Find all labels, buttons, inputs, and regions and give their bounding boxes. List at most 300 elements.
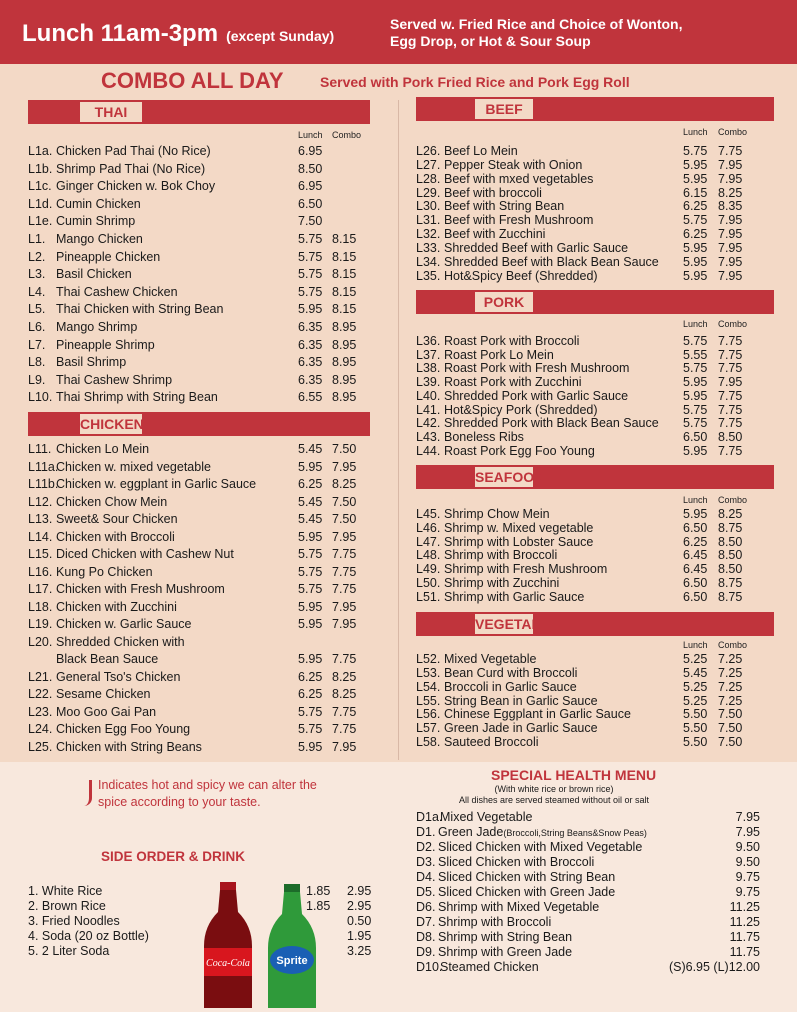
item-lunch-price: 5.75 [298,267,323,282]
item-code: L38. [416,361,441,376]
item-name: Roast Pork Egg Foo Young [444,443,595,458]
item-code: L55. [416,693,441,708]
item-lunch-price: 5.45 [298,442,323,456]
section-header-vegetable [416,612,774,636]
item-combo-price: 8.50 [718,429,743,444]
item-combo-price: 7.95 [332,459,357,474]
health-item-code: D4. [416,870,436,884]
item-combo-price: 7.50 [332,442,357,456]
health-sub-1: (With white rice or brown rice) [494,784,614,794]
item-code: L57. [416,721,441,736]
item-name: Hot&Spicy Pork (Shredded) [444,402,598,417]
item-combo-price: 8.75 [718,576,743,590]
item-code: L39. [416,375,441,390]
item-name: Thai Cashew Shrimp [56,372,173,387]
col-header-lunch: Lunch [683,495,708,505]
health-item-name-text: Shrimp with Broccoli [438,915,552,929]
health-item-name [440,810,532,824]
item-lunch-price: 6.45 [683,548,708,563]
item-lunch-price: 5.50 [683,707,708,722]
item-lunch-price: 5.75 [298,547,323,561]
item-code: L17. [28,582,53,596]
item-name: Pineapple Shrimp [56,337,155,352]
item-code: L1b. [28,161,53,176]
item-lunch-price: 8.50 [298,161,323,176]
item-lunch-price: 5.75 [683,144,708,158]
item-combo-price: 8.95 [332,355,357,370]
item-combo-price: 8.15 [332,249,357,264]
section-bar [416,97,774,121]
menu-item [0,590,797,606]
health-item-name [440,960,539,974]
item-name: Chicken with Zucchini [56,599,177,614]
item-code: L53. [416,665,441,680]
item-lunch-price: 6.50 [298,196,323,211]
col-header-combo: Combo [718,319,748,329]
item-lunch-price: 6.50 [683,429,708,444]
item-combo-price: 7.95 [332,617,357,631]
item-lunch-price: 5.75 [298,582,323,596]
item-combo-price: 8.50 [718,562,743,577]
item-combo-price: 7.95 [718,268,743,283]
item-lunch-price: 5.95 [683,443,708,458]
item-name: Thai Shrimp with String Bean [56,390,218,405]
item-code: L47. [416,534,441,549]
item-code: L28. [416,171,441,186]
item-name: Chicken with Fresh Mushroom [56,582,225,596]
item-code: L10. [28,390,53,405]
item-code: L1e. [28,214,53,229]
health-item-name-text: Green Jade [438,825,504,839]
item-code: L11a. [28,459,59,474]
item-name: Chicken Pad Thai (No Rice) [56,144,211,158]
side-item-name: 4. Soda (20 oz Bottle) [28,929,149,943]
health-item-code: D3. [416,855,436,869]
item-combo-price: 7.95 [718,171,743,186]
item-name: Basil Chicken [56,267,132,282]
item-code: L42. [416,416,441,431]
health-item-price: 11.25 [729,915,760,929]
item-code: L1c. [28,179,52,194]
item-name: Kung Po Chicken [56,564,153,579]
item-name: Shredded Beef with Black Bean Sauce [444,254,659,269]
item-combo-price: 8.50 [718,548,743,563]
item-combo-price: 8.95 [332,372,357,387]
health-menu-subtitle [404,784,704,806]
health-item-name-text: Shrimp with Green Jade [438,945,573,959]
health-menu-item [0,885,797,900]
item-lunch-price: 5.25 [683,679,708,694]
item-code: L41. [416,402,441,417]
side-item-name: 2. Brown Rice [28,899,106,913]
item-code: L49. [416,562,441,577]
menu-item [0,735,797,751]
lunch-hours-text: Lunch 11am-3pm [22,20,219,47]
item-code: L26. [416,144,441,158]
item-combo-price: 7.25 [718,665,743,680]
menu-item [0,269,797,285]
item-name: Roast Pork with Zucchini [444,375,582,390]
item-code: L31. [416,213,441,228]
item-lunch-price: 6.35 [298,372,323,387]
item-combo-price: 8.95 [332,320,357,334]
col-header-lunch: Lunch [683,640,708,650]
health-item-price: 9.75 [735,885,760,899]
item-name: Chicken with Broccoli [56,529,175,544]
item-combo-price: 7.75 [332,564,357,579]
item-name: Cumin Shrimp [56,214,136,229]
item-name: Shrimp Pad Thai (No Rice) [56,161,206,176]
item-code: L7. [28,337,46,352]
item-code: L54. [416,679,441,694]
item-name: Beef Lo Mein [444,144,518,158]
item-code: L13. [28,512,53,526]
item-code: L19. [28,617,53,631]
item-lunch-price: 6.25 [683,534,708,549]
health-item-name-text: Shrimp with Mixed Vegetable [438,900,600,914]
col-header-combo: Combo [718,640,748,650]
item-lunch-price: 5.50 [683,721,708,736]
health-item-code: D5. [416,885,436,899]
item-code: L20. [28,634,53,649]
health-menu-item [0,900,797,915]
item-name: Ginger Chicken w. Bok Choy [56,179,216,194]
item-lunch-price: 5.75 [298,564,323,579]
side-item-large-price: 1.95 [347,929,372,943]
item-name: Beef with broccoli [444,185,542,200]
health-item-price: 11.25 [729,900,760,914]
item-name: Diced Chicken with Cashew Nut [56,547,234,561]
item-name: Basil Shrimp [56,355,127,370]
item-combo-price: 8.15 [332,267,357,282]
item-name: String Bean in Garlic Sauce [444,693,598,708]
item-name: Chicken w. eggplant in Garlic Sauce [56,477,257,491]
item-code: L27. [416,157,441,172]
health-item-price: 11.75 [729,945,760,959]
item-lunch-price: 6.95 [298,179,323,194]
item-lunch-price: 6.35 [298,355,323,370]
item-lunch-price: 6.15 [683,185,708,200]
health-sub-2: All dishes are served steamed without oil or salt [458,795,650,805]
item-lunch-price: 6.35 [298,320,323,334]
item-combo-price: 7.75 [332,722,357,736]
health-item-name [438,885,615,899]
item-lunch-price: 6.35 [298,337,323,352]
item-name: Mango Shrimp [56,320,138,334]
item-lunch-price: 5.95 [683,171,708,186]
health-menu-item [0,930,797,945]
item-lunch-price: 5.75 [683,402,708,417]
item-combo-price: 7.50 [332,494,357,509]
item-combo-price: 7.75 [332,704,357,719]
item-code: L11b. [28,477,59,491]
item-code: L14. [28,529,53,544]
item-name: Broccoli in Garlic Sauce [444,679,577,694]
item-name: Shrimp w. Mixed vegetable [444,520,594,535]
item-code: L45. [416,507,441,521]
item-combo-price: 7.75 [718,388,743,403]
item-code: L40. [416,388,441,403]
section-header-thai [28,100,370,124]
item-combo-price: 7.95 [332,739,357,754]
item-code: L5. [28,302,46,317]
item-combo-price: 8.15 [332,232,357,246]
health-item-name-text: Shrimp with String Bean [438,930,573,944]
health-item-price: (S)6.95 (L)12.00 [668,960,760,974]
item-name: Shrimp Chow Mein [444,507,550,521]
col-header-combo: Combo [332,130,362,140]
item-lunch-price: 5.45 [683,665,708,680]
item-code: L3. [28,267,46,282]
item-code: L16. [28,564,53,579]
item-code: L35. [416,268,441,283]
item-name: General Tso's Chicken [56,669,181,684]
item-code: L6. [28,320,46,334]
item-name: Beef with String Bean [444,199,565,214]
health-menu-item [0,960,797,975]
item-lunch-price: 6.25 [298,669,323,684]
health-item-name-text: Sliced Chicken with Broccoli [438,855,595,869]
item-combo-price: 8.25 [332,669,357,684]
item-name: Roast Pork Lo Mein [444,347,554,362]
item-code: L51. [416,589,441,604]
item-lunch-price: 5.55 [683,347,708,362]
health-item-name [438,870,615,884]
item-lunch-price: 5.95 [298,652,323,666]
item-lunch-price: 5.75 [298,232,323,246]
health-item-price: 7.95 [735,825,760,839]
item-lunch-price: 5.50 [683,735,708,750]
item-name: Sauteed Broccoli [444,735,539,750]
health-item-price: 9.50 [735,855,760,869]
item-lunch-price: 5.75 [683,361,708,376]
health-menu-item [0,810,797,825]
item-lunch-price: 5.95 [298,617,323,631]
item-name: Chinese Eggplant in Garlic Sauce [444,707,631,722]
section-bar [416,465,774,489]
item-combo-price: 7.95 [718,254,743,269]
section-header-seafood [416,465,774,489]
side-item-name: 1. White Rice [28,884,103,898]
item-lunch-price: 6.50 [683,520,708,535]
item-lunch-price: 5.95 [683,388,708,403]
item-lunch-price: 5.75 [298,249,323,264]
health-item-code: D2. [416,840,436,854]
item-lunch-price: 6.25 [683,199,708,214]
served-line-1: Served w. Fried Rice and Choice of Wonton, [390,16,683,32]
health-item-price: 9.50 [735,840,760,854]
spicy-note-line-1: Indicates hot and spicy we can alter the [98,778,317,792]
item-combo-price: 8.35 [718,199,743,214]
item-lunch-price: 5.95 [298,599,323,614]
item-combo-price: 8.25 [332,687,357,701]
cola-label: Coca-Cola [206,958,250,969]
health-item-name [438,930,572,944]
item-name: Sweet& Sour Chicken [56,512,178,526]
item-combo-price: 7.50 [718,735,743,750]
side-item-name: 3. Fried Noodles [28,914,120,928]
item-code: L11. [28,442,52,456]
item-lunch-price: 5.95 [683,254,708,269]
item-combo-price: 7.95 [332,529,357,544]
item-combo-price: 7.25 [718,679,743,694]
side-item-large-price: 0.50 [347,914,372,928]
item-code: L1d. [28,196,53,211]
side-item-large-price: 2.95 [347,899,372,913]
health-item-code: D8. [416,930,436,944]
item-name: Black Bean Sauce [56,652,159,666]
item-lunch-price: 5.75 [298,704,323,719]
lunch-served-with [390,16,790,50]
item-name: Thai Cashew Chicken [56,284,178,299]
item-lunch-price: 6.55 [298,390,323,405]
health-menu-item [0,840,797,855]
health-item-name-text: Mixed Vegetable [440,810,533,824]
item-combo-price: 8.75 [718,520,743,535]
item-code: L15. [28,547,53,561]
item-combo-price: 7.50 [332,512,357,526]
item-lunch-price: 6.50 [683,576,708,590]
item-name: Shredded Beef with Garlic Sauce [444,240,629,255]
item-code: L34. [416,254,441,269]
item-combo-price: 7.95 [332,599,357,614]
health-item-name-text: Sliced Chicken with String Bean [438,870,616,884]
item-lunch-price: 5.75 [683,334,708,348]
item-code: L43. [416,429,441,444]
item-lunch-price: 6.50 [683,589,708,604]
item-code: L32. [416,227,441,242]
item-code: L2. [28,249,46,264]
health-item-price: 11.75 [729,930,760,944]
section-title: SEAFOOD [475,469,545,485]
item-code: L21. [28,669,53,684]
item-code: L23. [28,704,53,719]
item-code: L33. [416,240,441,255]
item-code: L46. [416,520,441,535]
item-lunch-price: 5.95 [683,507,708,521]
item-name: Beef with Zucchini [444,227,546,242]
item-code: L50. [416,576,441,590]
item-lunch-price: 5.95 [683,268,708,283]
item-combo-price: 7.75 [718,347,743,362]
section-header-beef [416,97,774,121]
health-item-code: D6. [416,900,436,914]
health-item-code: D1a. [416,810,443,824]
spicy-note-line-2: spice according to your taste. [98,795,261,809]
item-name: Chicken w. mixed vegetable [56,459,211,474]
side-item-name: 5. 2 Liter Soda [28,944,110,958]
item-combo-price: 8.15 [332,284,357,299]
item-code: L25. [28,739,53,754]
health-menu-item [0,870,797,885]
item-name: Shrimp with Lobster Sauce [444,534,594,549]
health-item-code: D9. [416,945,436,959]
health-menu-item [0,825,797,840]
item-lunch-price: 5.45 [298,494,323,509]
item-code: L29. [416,185,441,200]
item-code: L37. [416,347,441,362]
sprite-label: Sprite [276,955,308,967]
item-lunch-price: 5.95 [683,240,708,255]
item-name: Thai Chicken with String Bean [56,302,224,317]
item-combo-price: 7.75 [332,652,357,666]
health-menu-item [0,855,797,870]
item-code: L52. [416,652,441,666]
section-bar [416,290,774,314]
item-combo-price: 7.95 [718,227,743,242]
health-item-price: 9.75 [735,870,760,884]
item-code: L18. [28,599,53,614]
item-combo-price: 7.25 [718,693,743,708]
item-name: Shrimp with Zucchini [444,576,560,590]
side-item-large-price: 3.25 [347,944,372,958]
item-lunch-price: 5.95 [298,739,323,754]
section-title: CHICKEN [80,416,144,432]
item-name: Pineapple Chicken [56,249,161,264]
item-code: L24. [28,722,53,736]
item-name: Beef with mxed vegetables [444,171,594,186]
side-item-small-price: 1.85 [306,899,331,913]
health-item-name [438,840,642,854]
item-name: Beef with Fresh Mushroom [444,213,594,228]
item-lunch-price: 6.25 [683,227,708,242]
item-combo-price: 7.50 [718,721,743,736]
health-item-name [438,900,599,914]
item-lunch-price: 5.95 [298,529,323,544]
combo-title: COMBO ALL DAY [101,68,284,93]
health-item-code: D10. [416,960,443,974]
combo-subtitle: Served with Pork Fried Rice and Pork Egg Roll [320,74,630,90]
health-item-name-text: Sliced Chicken with Mixed Vegetable [438,840,643,854]
section-title: PORK [475,292,533,312]
health-item-extra: (Broccoli,String Beans&Snow Peas) [503,828,647,838]
item-combo-price: 8.50 [718,534,743,549]
item-code: L48. [416,548,441,563]
item-name: Moo Goo Gai Pan [56,704,157,719]
item-name: Chicken with String Beans [56,739,202,754]
section-title: THAI [80,102,142,122]
item-code: L4. [28,284,46,299]
item-lunch-price: 5.45 [298,512,323,526]
item-combo-price: 7.75 [718,361,743,376]
item-name: Hot&Spicy Beef (Shredded) [444,268,598,283]
health-item-price: 7.95 [735,810,760,824]
side-order-title: SIDE ORDER & DRINK [101,849,246,864]
item-lunch-price: 5.95 [683,157,708,172]
item-combo-price: 7.75 [718,402,743,417]
item-lunch-price: 5.75 [298,722,323,736]
chili-pepper-icon [84,780,92,806]
item-name: Shrimp with Broccoli [444,548,558,563]
item-combo-price: 8.15 [332,302,357,317]
item-combo-price: 7.95 [718,157,743,172]
item-lunch-price: 5.25 [683,652,708,666]
item-code: L8. [28,355,46,370]
item-lunch-price: 6.45 [683,562,708,577]
item-name: Roast Pork with Broccoli [444,334,580,348]
item-name: Shredded Pork with Garlic Sauce [444,388,629,403]
item-lunch-price: 5.75 [683,416,708,431]
health-item-code: D7. [416,915,436,929]
item-name: Mango Chicken [56,232,143,246]
item-combo-price: 7.75 [332,547,357,561]
health-menu-title: SPECIAL HEALTH MENU [491,767,657,783]
health-item-name [438,825,647,839]
item-name: Shrimp with Garlic Sauce [444,589,585,604]
item-combo-price: 7.50 [718,707,743,722]
side-item-small-price: 1.85 [306,884,331,898]
col-header-combo: Combo [718,495,748,505]
